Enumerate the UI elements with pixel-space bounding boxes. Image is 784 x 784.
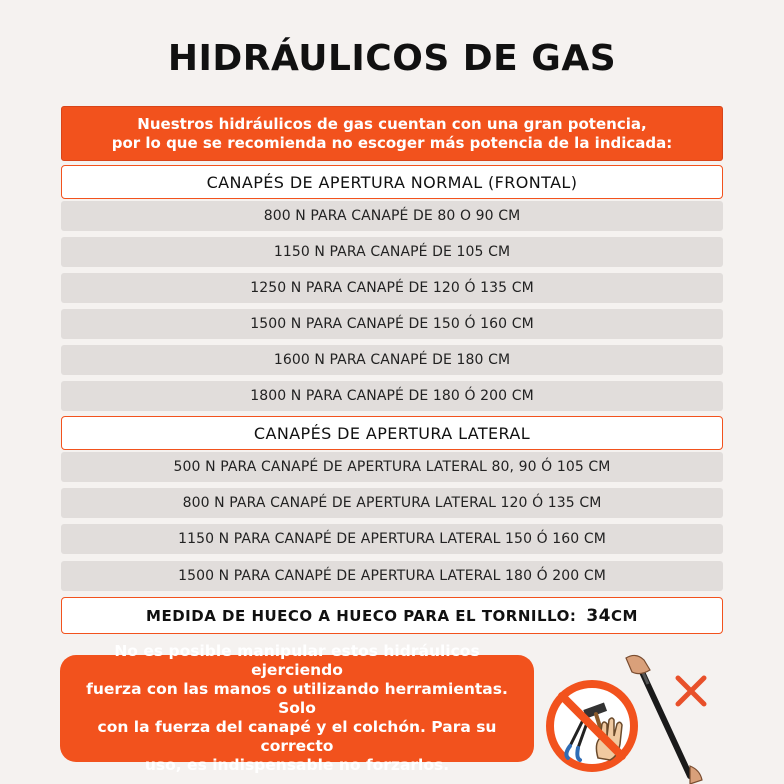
intro-line-2: por lo que se recomienda no escoger más potencia de la indicada: bbox=[111, 133, 673, 152]
warning-line-1: No es posible manipular estos hidráulicos ejerciendo bbox=[114, 642, 480, 679]
intro-line-1: Nuestros hidráulicos de gas cuentan con una gran potencia, bbox=[137, 114, 647, 133]
warning-box bbox=[60, 642, 534, 774]
table-row: 1800 N PARA CANAPÉ DE 180 Ó 200 CM bbox=[61, 381, 723, 411]
warning-line-4: uso, es indispensable no forzarlos. bbox=[144, 756, 450, 774]
table-row: 1150 N PARA CANAPÉ DE APERTURA LATERAL 150 Ó 160 CM bbox=[61, 524, 723, 554]
cross-mark-icon bbox=[678, 678, 704, 704]
prohibited-tools-icon bbox=[550, 684, 634, 768]
warning-illustration bbox=[540, 648, 780, 784]
measure-value: 34 bbox=[586, 605, 612, 626]
screw-measure-row bbox=[61, 597, 723, 634]
table-row: 800 N PARA CANAPÉ DE APERTURA LATERAL 120 Ó 135 CM bbox=[61, 488, 723, 518]
table-row: 1500 N PARA CANAPÉ DE APERTURA LATERAL 180 Ó 200 CM bbox=[61, 561, 723, 591]
table-row: 1250 N PARA CANAPÉ DE 120 Ó 135 CM bbox=[61, 273, 723, 303]
table-row: 500 N PARA CANAPÉ DE APERTURA LATERAL 80, 90 Ó 105 CM bbox=[61, 452, 723, 482]
page-title: HIDRÁULICOS DE GAS bbox=[167, 38, 617, 79]
lateral-opening-header: CANAPÉS DE APERTURA LATERAL bbox=[61, 416, 723, 450]
measure-unit: CM bbox=[611, 606, 638, 625]
table-row: 1500 N PARA CANAPÉ DE 150 Ó 160 CM bbox=[61, 309, 723, 339]
normal-opening-header: CANAPÉS DE APERTURA NORMAL (FRONTAL) bbox=[61, 165, 723, 199]
table-row: 1600 N PARA CANAPÉ DE 180 CM bbox=[61, 345, 723, 375]
warning-line-2: fuerza con las manos o utilizando herramientas. Solo bbox=[86, 680, 508, 717]
measure-label: MEDIDA DE HUECO A HUECO PARA EL TORNILLO: bbox=[146, 606, 577, 625]
table-row: 1150 N PARA CANAPÉ DE 105 CM bbox=[61, 237, 723, 267]
table-row: 800 N PARA CANAPÉ DE 80 O 90 CM bbox=[61, 201, 723, 231]
intro-banner bbox=[61, 106, 723, 161]
warning-line-3: con la fuerza del canapé y el colchón. Para su correcto bbox=[97, 718, 497, 755]
